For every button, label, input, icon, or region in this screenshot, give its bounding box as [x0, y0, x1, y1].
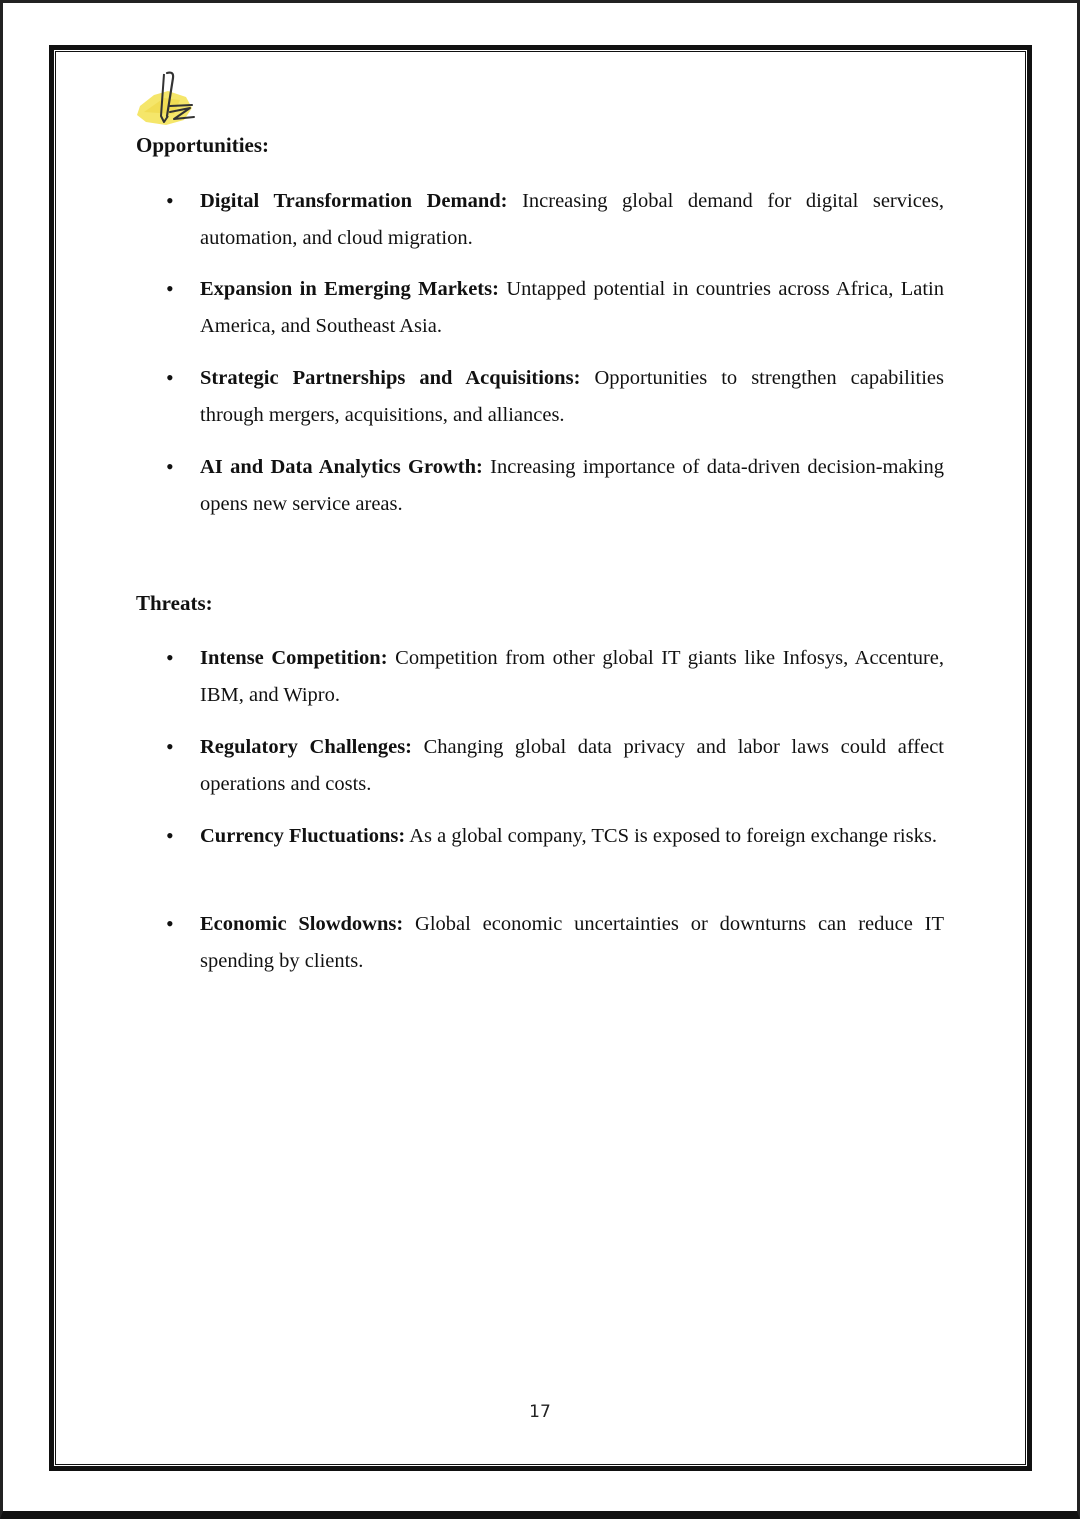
list-item-desc: Changing global data privacy and labor laws could affect operations and costs. — [200, 736, 944, 795]
bullet-icon: • — [166, 823, 174, 848]
list-item-desc: Global economic uncertainties or downturns can reduce IT spending by clients. — [200, 913, 945, 972]
bullet-icon: • — [166, 276, 174, 301]
list-item-term: Strategic Partnerships and Acquisitions: — [200, 367, 581, 389]
list-item-desc: As a global company, TCS is exposed to foreign exchange risks. — [409, 825, 937, 847]
list-item-text — [200, 449, 944, 523]
page-number: 17 — [529, 1402, 551, 1422]
bullet-icon: • — [166, 645, 174, 670]
list-item-desc: Increasing importance of data-driven decision-making opens new service areas. — [200, 456, 945, 515]
bullet-icon: • — [166, 911, 174, 936]
list-item-text — [200, 729, 944, 803]
list-item-desc: Increasing global demand for digital services, automation, and cloud migration. — [200, 190, 945, 249]
list-item-term: Expansion in Emerging Markets: — [200, 278, 499, 300]
list-item-desc: Competition from other global IT giants like Infosys, Accenture, IBM, and Wipro. — [200, 647, 944, 706]
list-item-text — [200, 818, 944, 855]
list-item-text — [200, 183, 944, 257]
bullet-icon: • — [166, 454, 174, 479]
list-item-text — [200, 906, 944, 980]
threats-heading: Threats: — [136, 591, 213, 615]
opportunities-heading: Opportunities: — [136, 133, 270, 157]
list-item-text — [200, 360, 944, 434]
list-item-term: AI and Data Analytics Growth: — [200, 456, 483, 478]
list-item-term: Regulatory Challenges: — [200, 736, 413, 758]
list-item-term: Digital Transformation Demand: — [200, 190, 508, 212]
bullet-icon: • — [166, 734, 174, 759]
pen-highlight-icon — [134, 70, 202, 132]
list-item-text — [200, 640, 944, 714]
bullet-icon: • — [166, 188, 174, 213]
list-item-term: Economic Slowdowns: — [200, 913, 404, 935]
list-item-term: Currency Fluctuations: — [200, 825, 406, 847]
list-item-desc: Opportunities to strengthen capabilities through mergers, acquisitions, and alliances. — [200, 367, 944, 426]
list-item-desc: Untapped potential in countries across Africa, Latin America, and Southeast Asia. — [200, 278, 944, 337]
list-item-text — [200, 271, 944, 345]
list-item-term: Intense Competition: — [200, 647, 388, 669]
bullet-icon: • — [166, 365, 174, 390]
